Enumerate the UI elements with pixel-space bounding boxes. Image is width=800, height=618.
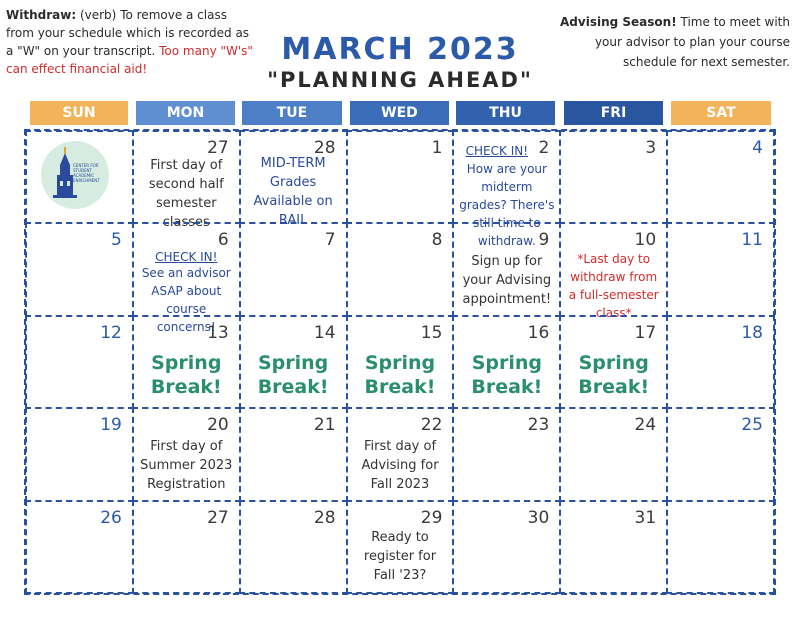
- day-cell-16: [452, 315, 561, 409]
- event-text: Ready to register for Fall '23?: [363, 529, 437, 583]
- check-in-label: CHECK IN!: [155, 250, 218, 265]
- day-cell-24: [559, 407, 668, 501]
- date-number: 7: [324, 230, 336, 251]
- event-text: How are your midterm grades? There's still time to withdraw.: [459, 162, 555, 248]
- date-number: 15: [420, 322, 443, 343]
- date-number: 6: [217, 230, 229, 251]
- day-cell-29: [346, 500, 455, 594]
- day-cell-1: [346, 130, 455, 224]
- calendar-grid: [24, 129, 776, 595]
- event-text: Sign up for your Advising appointment!: [462, 254, 552, 308]
- event-text: First day of Advising for Fall 2023: [361, 439, 439, 493]
- date-number: 17: [634, 322, 657, 343]
- day-cell-2: [452, 130, 561, 248]
- day-header-wed: WED: [350, 101, 449, 125]
- date-number: 9: [538, 230, 550, 251]
- day-cell-3: [559, 130, 668, 224]
- day-cell-19: [25, 407, 134, 501]
- day-header-thu: THU: [456, 101, 555, 125]
- date-number: 31: [634, 507, 657, 528]
- day-cell-9: [452, 222, 561, 316]
- date-number: 27: [207, 507, 229, 528]
- date-number: 21: [313, 415, 336, 436]
- date-number: 1: [431, 138, 443, 158]
- date-number: 30: [527, 507, 550, 528]
- day-cell-20: [132, 407, 241, 501]
- spring-break-text: Spring Break!: [150, 351, 222, 398]
- advising-text: Time to meet with your advisor to plan your course schedule for next semester.: [594, 15, 790, 69]
- day-header-tue: TUE: [242, 101, 342, 125]
- withdraw-warning: Too many "W's" can effect financial aid!: [6, 44, 253, 76]
- day-header-sat: SAT: [671, 101, 771, 125]
- date-number: 3: [645, 138, 657, 158]
- date-number: 11: [741, 230, 763, 251]
- day-cell-21: [239, 407, 348, 501]
- day-cell-13: [132, 315, 241, 409]
- withdraw-pos: (verb): [79, 8, 117, 22]
- date-number: 13: [207, 322, 229, 343]
- day-cell-23: [452, 407, 561, 501]
- event-text: MID-TERM Grades Available on RAIL: [253, 156, 333, 228]
- date-number: 18: [741, 322, 763, 343]
- day-cell-25: [666, 407, 775, 501]
- day-cell-15: [346, 315, 455, 409]
- spring-break-text: Spring Break!: [471, 351, 543, 398]
- date-number: 5: [111, 230, 122, 251]
- day-cell-8: [346, 222, 455, 316]
- date-number: 24: [634, 415, 657, 436]
- advising-term: Advising Season!: [560, 15, 677, 29]
- day-cell-14: [239, 315, 348, 409]
- day-cell-26: [25, 500, 134, 594]
- spring-break-text: Spring Break!: [578, 351, 650, 398]
- day-cell-feb-27: [132, 130, 241, 230]
- day-cell-11: [666, 222, 775, 316]
- day-cell-7: [239, 222, 348, 316]
- date-number: 25: [741, 415, 763, 436]
- date-number: 23: [527, 415, 550, 436]
- withdraw-definition-note: [6, 6, 256, 78]
- event-text: See an advisor ASAP about course concerns!: [141, 266, 231, 335]
- day-cell-4: [666, 130, 775, 224]
- day-cell-30: [452, 500, 561, 594]
- event-text: First day of Summer 2023 Registration: [140, 439, 233, 493]
- day-cell-feb-28: [239, 130, 348, 228]
- date-number: 12: [100, 322, 122, 343]
- day-cell-10: [559, 222, 668, 321]
- day-cell-18: [666, 315, 775, 409]
- spring-break-text: Spring Break!: [257, 351, 329, 398]
- check-in-label: CHECK IN!: [465, 144, 529, 158]
- withdraw-text: To remove a class from your schedule which is recorded as a "W" on your transcript.: [6, 8, 250, 58]
- advising-season-note: [560, 12, 790, 72]
- date-number: 29: [420, 507, 443, 528]
- withdraw-term: Withdraw:: [6, 8, 77, 22]
- day-cell-12: [25, 315, 134, 409]
- date-number: 2: [538, 138, 550, 158]
- event-text: First day of second half semester classes: [148, 158, 224, 230]
- day-header-sun: SUN: [30, 101, 128, 125]
- date-number: 28: [313, 138, 336, 158]
- event-text: *Last day to withdraw from a full-semester class*: [568, 252, 659, 321]
- date-number: 19: [100, 415, 122, 436]
- date-number: 28: [313, 507, 336, 528]
- day-cell-empty: [666, 500, 775, 594]
- spring-break-text: Spring Break!: [364, 351, 436, 398]
- day-cell-22: [346, 407, 455, 501]
- date-number: 22: [420, 415, 443, 436]
- date-number: 10: [634, 230, 657, 251]
- date-number: 4: [752, 138, 763, 158]
- date-number: 20: [207, 415, 229, 436]
- center-logo-icon: [41, 141, 109, 209]
- day-cell-5: [25, 222, 134, 316]
- date-number: 26: [100, 507, 122, 528]
- calendar-subtitle: "PLANNING AHEAD": [267, 68, 533, 92]
- day-cell-28: [239, 500, 348, 594]
- day-header-mon: MON: [136, 101, 235, 125]
- day-cell-31: [559, 500, 668, 594]
- day-cell-logo: [25, 130, 134, 224]
- day-cell-17: [559, 315, 668, 409]
- date-number: 14: [313, 322, 336, 343]
- date-number: 8: [431, 230, 443, 251]
- logo-text: CENTER FOR STUDENT ACADEMIC ENRICHMENT: [73, 163, 100, 183]
- day-header-fri: FRI: [564, 101, 663, 125]
- calendar-title: MARCH 2023: [281, 32, 519, 67]
- date-number: 16: [527, 322, 550, 343]
- date-number: 27: [207, 138, 229, 158]
- day-cell-27: [132, 500, 241, 594]
